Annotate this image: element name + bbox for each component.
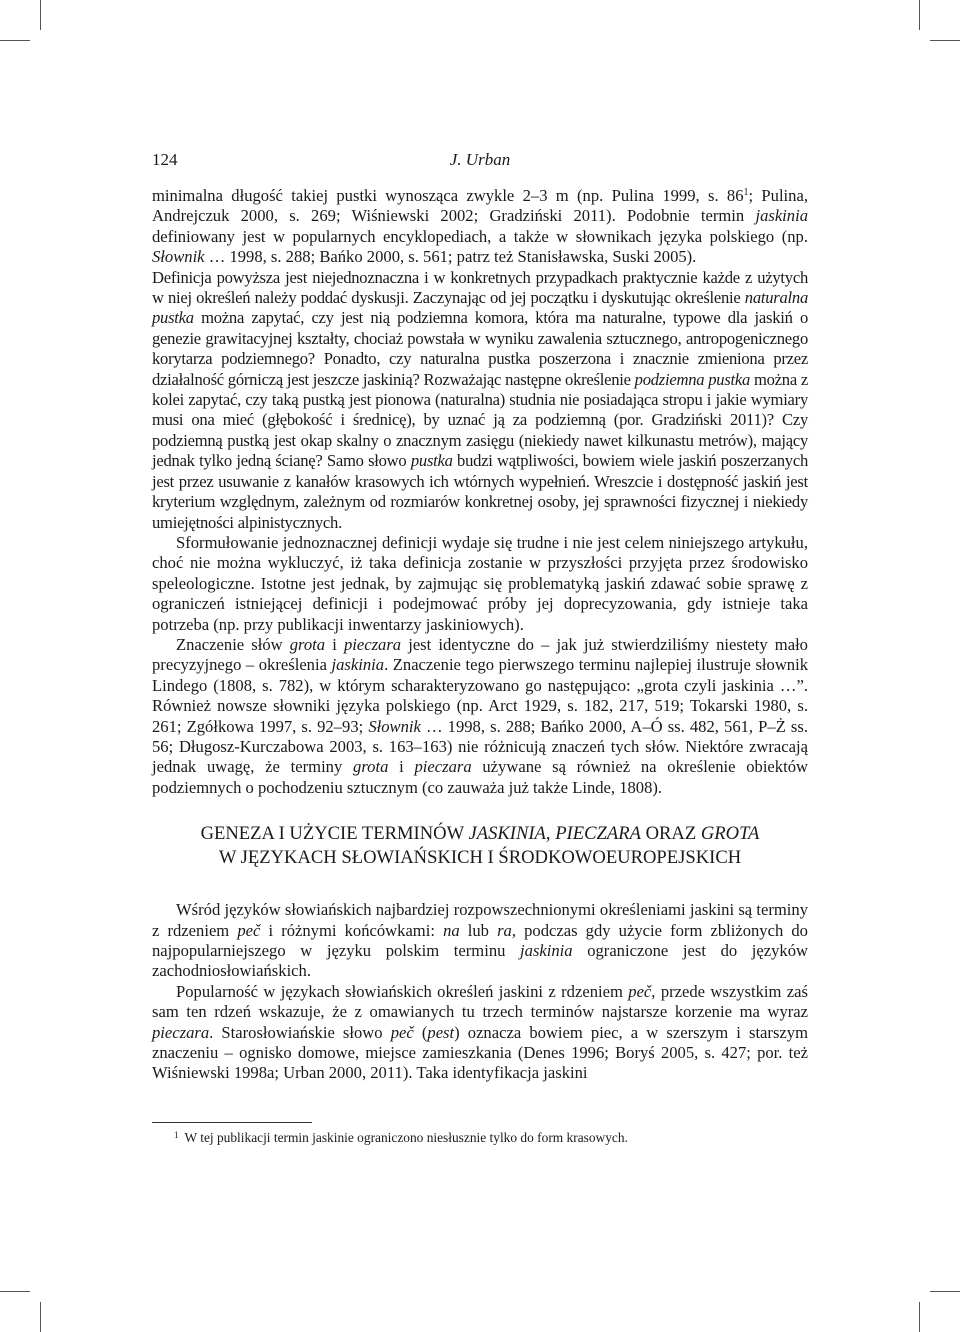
paragraph-2: Definicja powyższa jest niejednoznaczna i w konkretnych przypadkach praktycznie każde z użytych w niej określeń należy poddać dyskusji. Zaczynając od jej początku i dyskutując określenie naturalna pustka można zapytać, czy jest nią podziemna komora, która ma naturalne, typowe dla jaskiń o genezie grawitacyjnej kształty, chociaż powstała w wyniku zawalenia sztucznego, antropogenicznego korytarza podziemnego? Ponadto, czy naturalna pustka poszerzona i znacznie zmieniona przez działalność górniczą jest jeszcze jaskinią? Rozważając następne określenie podziemna pustka można z kolei zapytać, czy taką pustką jest pionowa (naturalna) studnia nie posiadająca stropu i jakie wymiary musi ona mieć (głębokość i średnicę), by uznać ją za podziemną (por. Gradziński 2011)? Czy podziemną pustką jest okap skalny o znacznym zasięgu (niekiedy nawet kilkunastu metrów), mający jednak tylko jedną ścianę? Samo słowo pustka budzi wątpliwości, bowiem wiele jaskiń poszerzanych jest przez usuwanie z kanałów krasowych ich wtórnych wypełnień. Wreszcie i dostępność jaskiń jest kryterium względnym, zależnym od rozmiarów konkretnej osoby, jej sprawności fizycznej i niekiedy umiejętności alpinistycznych.	[152, 267, 808, 532]
crop-mark-bottom-right	[930, 1291, 960, 1292]
crop-mark-bottom-left	[40, 1302, 41, 1332]
crop-mark-top-left	[0, 40, 30, 41]
section-heading-line-1: GENEZA I UŻYCIE TERMINÓW JASKINIA, PIECZARA ORAZ GROTA	[200, 823, 760, 845]
crop-mark-bottom-right	[919, 1302, 920, 1332]
footnote-marker: 1	[174, 1130, 179, 1140]
running-header	[152, 150, 808, 174]
footnote	[152, 1129, 808, 1146]
paragraph-6: Popularność w językach słowiańskich określeń jaskini z rdzeniem peč, przede wszystkim zaś sam ten rdzeń wskazuje, że z omawianych tu trzech terminów najstarsze korzenie ma wyraz pieczara. Starosłowiańskie słowo peč (pest) oznacza bowiem piec, a w szerszym i starszym znaczeniu – ognisko domowe, miejsce zamieszkania (Denes 1996; Boryś 2005, s. 427; por. też Wiśniewski 1998a; Urban 2000, 2011). Taka identyfikacja jaskini	[152, 981, 808, 1083]
footnote-ref: 1	[743, 187, 749, 198]
running-head-author: J. Urban	[449, 150, 511, 169]
footnote-divider	[152, 1122, 312, 1123]
section-heading	[152, 822, 808, 870]
paragraph-4: Znaczenie słów grota i pieczara jest identyczne do – jak już stwierdziliśmy niestety mało precyzyjnego – określenia jaskinia. Znaczenie tego pierwszego terminu najlepiej ilustruje słownik Lindego (1808, s. 782), w którym scharakteryzowano go następująco: „grota czyli jaskinia …”. Również nowsze słowniki języka polskiego (np. Arct 1929, s. 182, 217, 519; Tokarski 1980, s. 261; Zgółkowa 1997, s. 92–93; Słownik … 1998, s. 288; Bańko 2000, A–Ó ss. 482, 561, P–Ż ss. 56; Długosz-Kurczabowa 2003, s. 163–163) nie różnicują znaczeń tych słów. Niektóre zwracają jednak uwagę, że terminy grota i pieczara używane są również na określenie obiektów podziemnych o pochodzeniu sztucznym (co zauważa już także Linde, 1808).	[152, 634, 809, 797]
crop-mark-top-left	[40, 0, 41, 30]
page-number: 124	[152, 150, 178, 169]
paragraph-3: Sformułowanie jednoznacznej definicji wydaje się trudne i nie jest celem niniejszego artykułu, choć nie można wykluczyć, iż taka definicja zostanie w przyszłości przyjęta przez środowisko speleologiczne. Istotne jest jednak, by zajmując się problematyką jaskiń zdawać sobie sprawę z ograniczeń istniejącej definicji i podejmować próby jej doprecyzowania, gdy istnieje taka potrzeba (np. przy publikacji inwentarzy jaskiniowych).	[152, 532, 808, 634]
section-heading-line-2: W JĘZYKACH SŁOWIAŃSKICH I ŚRODKOWOEUROPEJSKICH	[218, 847, 742, 869]
footnote-text: W tej publikacji termin jaskinie ograniczono niesłusznie tylko do form krasowych.	[184, 1130, 628, 1145]
crop-mark-top-right	[930, 40, 960, 41]
paragraph-1: minimalna długość takiej pustki wynosząca zwykle 2–3 m (np. Pulina 1999, s. $86^1$; Pulina, Andrejczuk 2000, s. 269; Wiśniewski 2002; Gradziński 2011). Podobnie termin jaskinia definiowany jest w popularnych encyklopediach, a także w słownikach języka polskiego (np. Słownik … 1998, s. 288; Bańko 2000, s. 561; patrz też Stanisławska, Suski 2005).	[152, 186, 808, 267]
paragraph-5: Wśród języków słowiańskich najbardziej rozpowszechnionymi określeniami jaskini są terminy z rdzeniem peč i różnymi końcówkami: na lub ra, podczas gdy użycie form zbliżonych do najpopularniejszego w języku polskim terminu jaskinia ograniczone jest do języków zachodniosłowiańskich.	[152, 900, 808, 981]
body-text	[152, 186, 808, 1084]
crop-mark-top-right	[919, 0, 920, 30]
crop-mark-bottom-left	[0, 1291, 30, 1292]
